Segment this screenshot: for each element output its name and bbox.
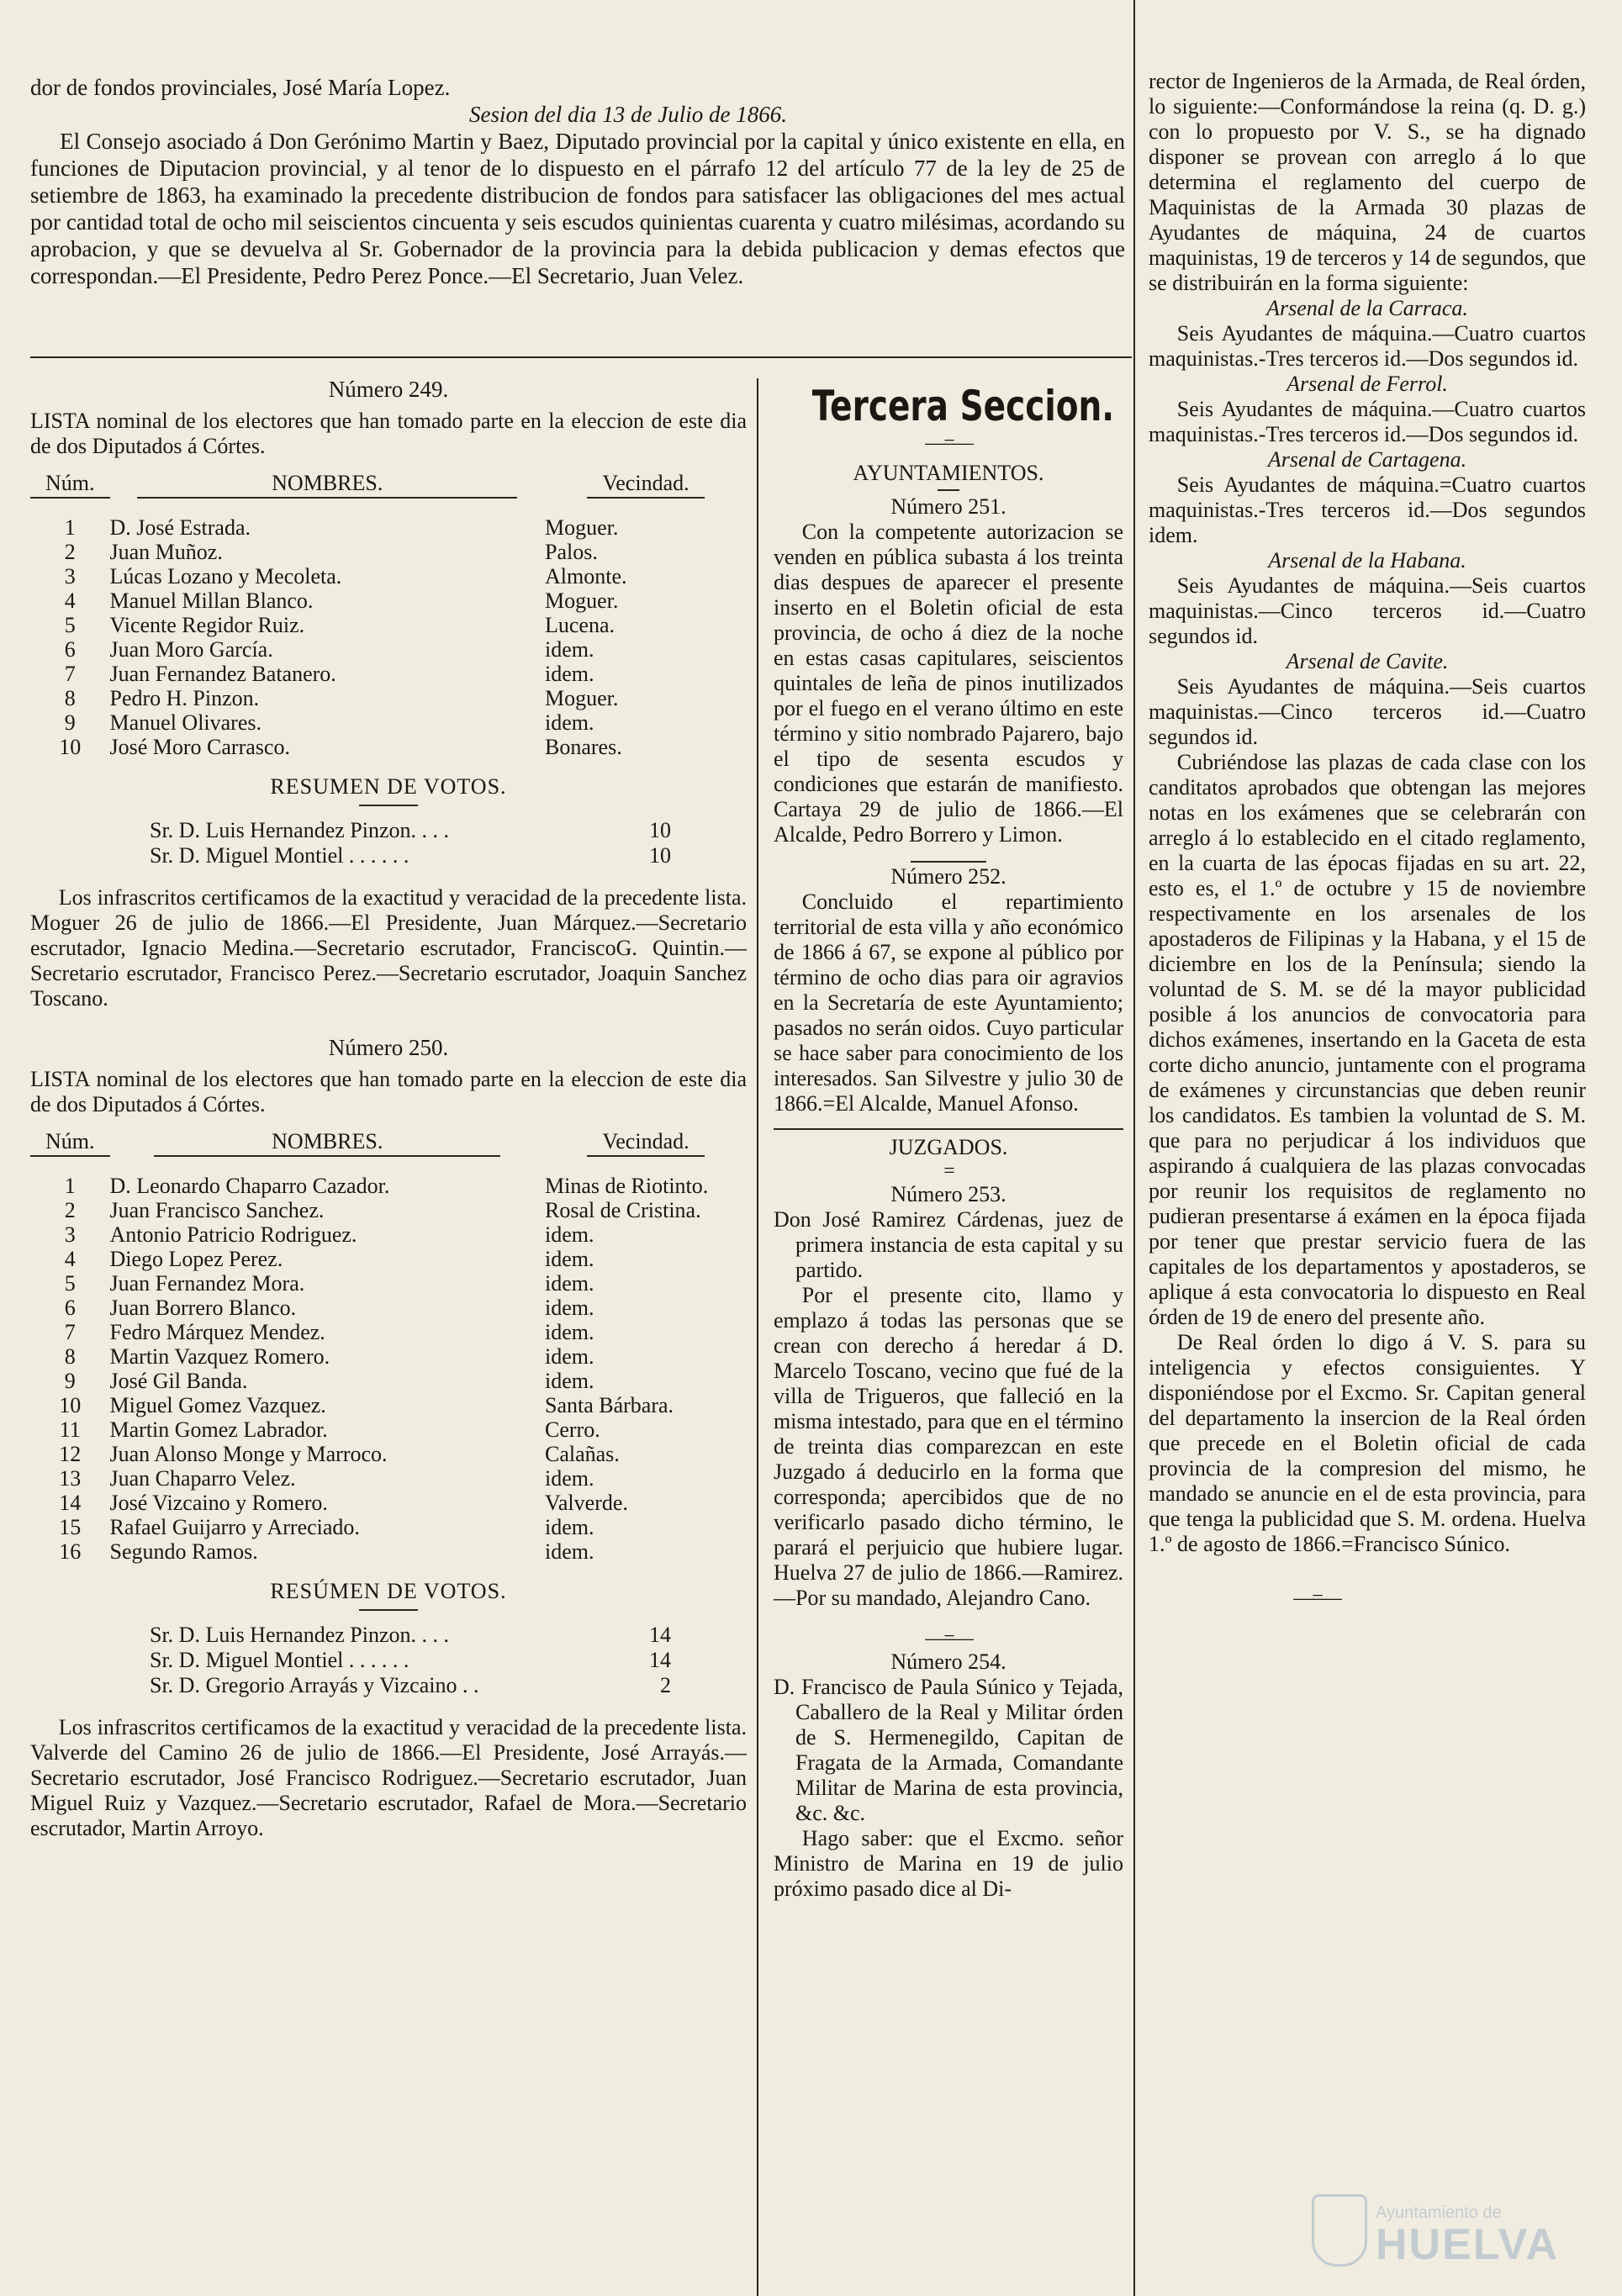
arsenal-carraca: Arsenal de la Carraca. [1266,296,1468,320]
row-place: idem. [545,1515,594,1539]
table-row [30,1344,747,1369]
row-name: Diego Lopez Perez. [109,1247,283,1271]
row-place: Minas de Riotinto. [545,1174,709,1198]
summary-rule [359,1609,418,1611]
notice-252: Concluido el repartimiento territorial de esta villa y año económico de 1866 á 67, se expone al público por término de ocho dias para oir agravios en la Secretaría de este Ayuntamiento; pasados no serán oidos. Cuyo particular se hace saber para conocimiento de los interesados. San Silvestre y julio 30 de 1866.=El Alcalde, Manuel Afonso. [774,889,1123,1116]
row-number: 1 [64,1174,76,1198]
row-number: 2 [64,540,76,564]
row-number: 6 [64,1296,76,1320]
closing-paragraph: De Real órden lo digo á V. S. para su inteligencia y efectos consiguientes. Y disponiéndose por el Excmo. Sr. Capitan general del departamento la insercion de la Real órden que precede en el Boletin oficial de cada provincia de la compresion del mismo, he mandado se anuncie en el de esta provincia, para que tenga la publicidad que S. M. ordena. Huelva 1.º de agosto de 1866.=Francisco Súnico. [1149,1330,1586,1556]
table-row [30,1320,747,1344]
row-name: Manuel Olivares. [109,710,262,735]
table-row [30,1198,747,1222]
col-header-num: Núm. [30,1117,110,1162]
table-row [30,1271,747,1296]
table-row [30,564,747,589]
number-251: Número 251. [890,494,1006,519]
row-place: Rosal de Cristina. [545,1198,701,1222]
notice-253-intro: Don José Ramirez Cárdenas, juez de primera instancia de esta capital y su partido. [774,1207,1123,1282]
table-row [30,662,747,686]
row-number: 1 [64,515,76,540]
eq-ornament: = [943,1160,954,1182]
vote-line [150,1648,671,1673]
number-252: Número 252. [890,864,1006,889]
row-name: Juan Fernandez Batanero. [109,662,336,686]
vote-count: 14 [649,1623,671,1647]
row-number: 16 [59,1539,82,1564]
list-249-votes [30,818,747,868]
row-place: idem. [545,1369,594,1393]
arsenal-ferrol: Arsenal de Ferrol. [1287,372,1448,396]
row-name: Manuel Millan Blanco. [109,589,314,613]
row-place: idem. [545,662,594,686]
table-row [30,1162,747,1198]
vote-count: 10 [649,843,671,868]
row-number: 3 [64,564,76,589]
arsenal-ferrol-detail: Seis Ayudantes de máquina.—Cuatro cuartos maquinistas.-Tres terceros id.—Dos segundos id. [1149,397,1586,446]
row-name: Lúcas Lozano y Mecoleta. [109,564,342,589]
row-number: 13 [59,1466,82,1491]
notice-254: Hago saber: que el Excmo. señor Ministro de Marina en 19 de julio próximo pasado dice al Di- [774,1826,1123,1901]
row-number: 15 [59,1515,82,1539]
notice-rule [911,861,986,863]
watermark-logo [1312,2194,1559,2267]
row-place: Valverde. [545,1491,628,1515]
list-250-table [30,1117,747,1564]
row-name: Juan Fernandez Mora. [109,1271,305,1296]
row-name: Juan Muñoz. [109,540,223,564]
row-number: 10 [59,735,82,759]
table-row [30,1222,747,1247]
arsenal-cavite: Arsenal de Cavite. [1286,649,1449,673]
vote-count: 14 [649,1648,671,1672]
row-number: 7 [64,1320,76,1344]
arsenal-cavite-detail: Seis Ayudantes de máquina.—Seis cuartos maquinistas.—Cinco terceros id.—Cuatro segundos id. [1149,674,1586,749]
row-number: 4 [64,589,76,613]
ayuntamientos-heading: AYUNTAMIENTOS. [853,461,1044,485]
row-name: Juan Francisco Sanchez. [109,1198,325,1222]
row-name: Segundo Ramos. [109,1539,258,1564]
candidate-name: Sr. D. Luis Hernandez Pinzon. . . . [150,818,450,842]
table-row [30,589,747,613]
list-249-title: LISTA nominal de los electores que han tomado parte en la eleccion de este dia de dos Diputados á Córtes. [30,409,747,458]
list-250-summary-title: RESÚMEN DE VOTOS. [270,1579,507,1603]
row-number: 6 [64,637,76,662]
row-place: idem. [545,637,594,662]
row-name: Fedro Márquez Mendez. [109,1320,325,1344]
row-place: Bonares. [545,735,622,759]
row-place: idem. [545,1466,594,1491]
watermark-big-text: HUELVA [1376,2220,1560,2269]
session-title: Sesion del dia 13 de Julio de 1866. [469,102,787,127]
row-place: idem. [545,1247,594,1271]
arsenal-cartagena: Arsenal de Cartagena. [1267,447,1467,472]
row-place: idem. [545,710,594,735]
section-divider [774,1128,1123,1130]
table-row [30,540,747,564]
watermark-small-text: Ayuntamiento de [1376,2204,1502,2222]
number-253: Número 253. [890,1182,1006,1206]
session-body: El Consejo asociado á Don Gerónimo Martin y Baez, Diputado provincial por la capital y único existente en ella, en funciones de Diputacion provincial, y al tenor de lo dispuesto en el párrafo 12 del artículo 77 de la ley de 25 de setiembre de 1863, ha examinado la precedente distribucion de fondos para satisfacer las obligaciones del mes actual por cantidad total de ocho mil seiscientos cincuenta y seis escudos quinientas cuarenta y cuatro milésimas, acordando su aprobacion, y que se devuelva al Sr. Gobernador de la provincia para la debida publicacion y demas efectos que correspondan.—El Presidente, Pedro Perez Ponce.—El Secretario, Juan Velez. [30,129,1125,288]
right-column [1149,69,1586,1609]
table-row [30,710,747,735]
row-name: Martin Vazquez Romero. [109,1344,330,1369]
vote-line [150,1673,671,1698]
table-row [30,637,747,662]
vote-line [150,818,671,843]
column-divider-left [757,378,758,2296]
row-place: idem. [545,1296,594,1320]
row-place: Almonte. [545,564,627,589]
notice-251: Con la competente autorizacion se venden en pública subasta á los treinta dias despues de aparecer el presente inserto en el Boletin oficial de esta provincia, de ocho á diez de la noche en estas casas capitulares, seiscientos quintales de leña de pinos inutilizados por el fuego en el verano último en este término y sitio nombrado Pajarero, bajo el tipo de sesenta escudos y condiciones que estarán de manifiesto. Cartaya 29 de julio de 1866.—El Alcalde, Pedro Borrero y Limon. [774,520,1123,847]
col-header-place: Vecindad. [545,459,747,504]
table-row [30,735,747,759]
row-place: Moguer. [545,686,619,710]
list-250-rows [30,1162,747,1564]
ornament: —=— [925,1628,972,1649]
row-number: 2 [64,1198,76,1222]
col-header-num: Núm. [30,459,110,504]
row-number: 11 [59,1417,81,1442]
juzgados-heading: JUZGADOS. [889,1135,1008,1159]
list-249-certification: Los infrascritos certificamos de la exactitud y veracidad de la precedente lista. Moguer 26 de julio de 1866.—El Presidente, Juan Márquez.—Secretario escrutador, Ignacio Medina.—Secretario escrutador, FranciscoG. Quintin.—Secretario escrutador, Francisco Perez.—Secretario escrutador, Joaquin Sanchez Toscano. [30,885,747,1011]
row-place: Moguer. [545,589,619,613]
row-name: Pedro H. Pinzon. [109,686,260,710]
row-name: Martin Gomez Labrador. [109,1417,328,1442]
row-place: idem. [545,1344,594,1369]
candidate-name: Sr. D. Luis Hernandez Pinzon. . . . [150,1623,450,1647]
row-place: Moguer. [545,515,619,540]
arsenal-habana-detail: Seis Ayudantes de máquina.—Seis cuartos maquinistas.—Cinco terceros id.—Cuatro segundos id. [1149,573,1586,648]
left-column [30,377,747,1841]
row-number: 12 [59,1442,82,1466]
candidate-name: Sr. D. Gregorio Arrayás y Vizcaino . . [150,1673,479,1697]
row-place: Palos. [545,540,598,564]
row-number: 4 [64,1247,76,1271]
arsenal-cartagena-detail: Seis Ayudantes de máquina.=Cuatro cuartos maquinistas.-Tres terceros id.—Dos segundos idem. [1149,472,1586,547]
row-number: 3 [64,1222,76,1247]
conditions-paragraph: Cubriéndose las plazas de cada clase con los canditatos aprobados que obtengan las mejores notas en los exámenes que se celebrarán con arreglo á lo establecido en el citado reglamento, en la cuarta de las épocas fijadas en su art. 22, esto es, el 1.º de octubre y 15 de noviembre respectivamente en los arsenales de los apostaderos de Filipinas y la Habana, y el 15 de diciembre en los de la Península; siendo la voluntad de S. M. se dé la mayor publicidad posible á los anuncios de convocatoria para dichos exámenes, insertando en la Gaceta de esta corte dicho anuncio, juntamente con el programa de exámenes y circunstancias que deben reunir los candidatos. Es tambien la voluntad de S. M. que para no perjudicar á los individuos que aspirando á cualquiera de las plazas convocadas por reunir los requisitos de reglamento no pudieran presentarse á exámen en la época fijada por tener que prestar servicio fuera de las capitales de los departamentos y apostaderos, se aplique á esta convocatoria lo dispuesto en Real órden de 19 de enero del presente año. [1149,750,1586,1329]
col-header-names: NOMBRES. [110,459,546,504]
row-name: Rafael Guijarro y Arreciado. [109,1515,360,1539]
table-row [30,686,747,710]
vote-line [150,1623,671,1648]
row-place: idem. [545,1320,594,1344]
table-row [30,1417,747,1442]
notice-253: Por el presente cito, llamo y emplazo á todas las personas que se crean con derecho á heredar á D. Marcelo Toscano, vecino que fué de la villa de Trigueros, que falleció en la misma intestado, para que en el término de treinta dias comparezcan en este Juzgado á deducirlo en la forma que corresponda; apercibidos que de no verificarlo pasado dicho término, le parará el perjuicio que hubiere lugar. Huelva 27 de julio de 1866.—Ramirez.—Por su mandado, Alejandro Cano. [774,1283,1123,1610]
table-row [30,1515,747,1539]
summary-rule [359,805,418,806]
row-number: 8 [64,686,76,710]
horizontal-divider [30,356,1132,358]
row-number: 9 [64,710,76,735]
row-place: idem. [545,1539,594,1564]
list-249-number: Número 249. [328,377,449,402]
table-row [30,1296,747,1320]
column-divider-right [1133,0,1135,2296]
row-place: Santa Bárbara. [545,1393,674,1417]
row-name: Juan Chaparro Velez. [109,1466,296,1491]
row-number: 9 [64,1369,76,1393]
ornament: —=— [1293,1587,1340,1609]
top-block [30,74,1125,289]
list-250-votes [30,1623,747,1698]
table-row [30,504,747,540]
table-row [30,1393,747,1417]
row-name: José Moro Carrasco. [109,735,290,759]
row-number: 8 [64,1344,76,1369]
notice-254-intro: D. Francisco de Paula Súnico y Tejada, Caballero de la Real y Militar órden de S. Hermenegildo, Capitan de Fragata de la Armada, Comandante Militar de Marina de esta provincia, &c. &c. [774,1675,1123,1825]
row-name: Vicente Regidor Ruiz. [109,613,305,637]
list-250-title: LISTA nominal de los electores que han tomado parte en la eleccion de este dia de dos Diputados á Córtes. [30,1067,747,1116]
table-row [30,613,747,637]
col-header-place: Vecindad. [545,1117,747,1162]
vote-line [150,843,671,868]
list-249-rows [30,504,747,759]
arsenal-habana: Arsenal de la Habana. [1268,548,1466,573]
row-name: Juan Moro García. [109,637,273,662]
list-250-certification: Los infrascritos certificamos de la exactitud y veracidad de la precedente lista. Valverde del Camino 26 de julio de 1866.—El Presidente, José Arrayás.—Secretario escrutador, José Francisco Rodriguez.—Secretario escrutador, Juan Miguel Ruiz y Vazquez.—Secretario escrutador, Rafael de Mora.—Secretario escrutador, Martin Arroyo. [30,1715,747,1840]
table-row [30,1247,747,1271]
vote-count: 10 [649,818,671,842]
row-place: idem. [545,1222,594,1247]
row-place: Calañas. [545,1442,620,1466]
middle-column [774,377,1123,1902]
row-name: D. José Estrada. [109,515,251,540]
list-250-number: Número 250. [328,1035,449,1060]
section-title: Tercera Seccion. [811,382,1115,430]
row-name: D. Leonardo Chaparro Cazador. [109,1174,390,1198]
table-row [30,1369,747,1393]
continuation-text: dor de fondos provinciales, José María Lopez. [30,75,451,100]
row-name: José Gil Banda. [109,1369,248,1393]
royal-order-text: rector de Ingenieros de la Armada, de Real órden, lo siguiente:—Conformándose la reina (q. D. g.) con lo propuesto por V. S., se ha dignado disponer se provean con arreglo á lo que determina el reglamento del cuerpo de Maquinistas de la Armada 30 plazas de Ayudantes de máquina, 24 de cuartos maquinistas, 19 de terceros y 14 de segundos, que se distribuirán en la forma siguiente: [1149,69,1586,295]
row-number: 10 [59,1393,82,1417]
row-place: Lucena. [545,613,616,637]
table-row [30,1491,747,1515]
row-name: Miguel Gomez Vazquez. [109,1393,326,1417]
ornament: —=— [925,432,972,454]
row-name: Juan Alonso Monge y Marroco. [109,1442,388,1466]
shield-icon [1312,2194,1367,2267]
row-name: José Vizcaino y Romero. [109,1491,328,1515]
col-header-names: NOMBRES. [110,1117,546,1162]
row-number: 5 [64,613,76,637]
row-number: 5 [64,1271,76,1296]
row-place: idem. [545,1271,594,1296]
list-249-summary-title: RESUMEN DE VOTOS. [270,774,507,799]
row-name: Antonio Patricio Rodriguez. [109,1222,357,1247]
table-row [30,1539,747,1564]
candidate-name: Sr. D. Miguel Montiel . . . . . . [150,843,409,868]
arsenal-carraca-detail: Seis Ayudantes de máquina.—Cuatro cuartos maquinistas.-Tres terceros id.—Dos segundos id. [1149,321,1586,371]
row-name: Juan Borrero Blanco. [109,1296,297,1320]
heading-rule [938,489,959,491]
candidate-name: Sr. D. Miguel Montiel . . . . . . [150,1648,409,1672]
list-249-table [30,459,747,759]
row-place: Cerro. [545,1417,600,1442]
row-number: 7 [64,662,76,686]
table-row [30,1442,747,1466]
number-254: Número 254. [890,1649,1006,1674]
row-number: 14 [59,1491,82,1515]
vote-count: 2 [660,1673,671,1697]
table-row [30,1466,747,1491]
